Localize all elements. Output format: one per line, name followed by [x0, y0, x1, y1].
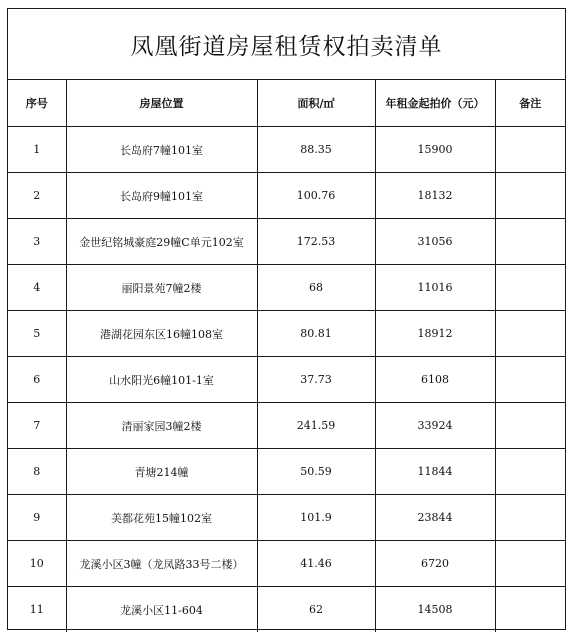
cell-price: 15900: [375, 127, 495, 173]
cell-note: [495, 403, 565, 449]
header-area: 面积/㎡: [257, 80, 375, 127]
cell-note: [495, 357, 565, 403]
cell-price: 18132: [375, 173, 495, 219]
cell-area: 41.46: [257, 541, 375, 587]
table-body: [8, 127, 565, 633]
cell-note: [495, 265, 565, 311]
table-row: [8, 449, 565, 495]
cell-area: 100.76: [257, 173, 375, 219]
cell-location: 山水阳光6幢101-1室: [66, 357, 257, 403]
cell-area: 80.81: [257, 311, 375, 357]
cell-location: 金世纪铭城豪庭29幢C单元102室: [66, 219, 257, 265]
cell-price: 6108: [375, 357, 495, 403]
cell-area: 172.53: [257, 219, 375, 265]
cell-location: 青塘214幢: [66, 449, 257, 495]
table-row: [8, 541, 565, 587]
cell-no: 11: [8, 587, 66, 633]
cell-area: 241.59: [257, 403, 375, 449]
cell-area: 37.73: [257, 357, 375, 403]
table-row: [8, 495, 565, 541]
table-row: [8, 173, 565, 219]
cell-no: 6: [8, 357, 66, 403]
cell-location: 丽阳景苑7幢2楼: [66, 265, 257, 311]
cell-no: 3: [8, 219, 66, 265]
table-row: [8, 265, 565, 311]
cell-location: 长岛府7幢101室: [66, 127, 257, 173]
cell-area: 88.35: [257, 127, 375, 173]
cell-note: [495, 173, 565, 219]
table-row: [8, 311, 565, 357]
cell-price: 11844: [375, 449, 495, 495]
cell-note: [495, 127, 565, 173]
cell-area: 50.59: [257, 449, 375, 495]
table-row: [8, 403, 565, 449]
auction-list-sheet: [7, 8, 566, 630]
cell-note: [495, 587, 565, 633]
cell-note: [495, 495, 565, 541]
cell-note: [495, 219, 565, 265]
cell-no: 9: [8, 495, 66, 541]
cell-price: 33924: [375, 403, 495, 449]
header-note: 备注: [495, 80, 565, 127]
cell-price: 14508: [375, 587, 495, 633]
cell-area: 101.9: [257, 495, 375, 541]
cell-area: 62: [257, 587, 375, 633]
cell-location: 美都花苑15幢102室: [66, 495, 257, 541]
cell-price: 23844: [375, 495, 495, 541]
table-row: [8, 357, 565, 403]
cell-no: 2: [8, 173, 66, 219]
header-location: 房屋位置: [66, 80, 257, 127]
header-price: 年租金起拍价（元）: [375, 80, 495, 127]
cell-no: 8: [8, 449, 66, 495]
cell-no: 1: [8, 127, 66, 173]
cell-area: 68: [257, 265, 375, 311]
header-no: 序号: [8, 80, 66, 127]
cell-location: 龙溪小区3幢（龙凤路33号二楼）: [66, 541, 257, 587]
cell-note: [495, 449, 565, 495]
cell-price: 31056: [375, 219, 495, 265]
cell-no: 5: [8, 311, 66, 357]
cell-location: 港湖花园东区16幢108室: [66, 311, 257, 357]
header-row: [8, 80, 565, 127]
cell-location: 长岛府9幢101室: [66, 173, 257, 219]
table-row: [8, 587, 565, 633]
cell-note: [495, 541, 565, 587]
cell-no: 4: [8, 265, 66, 311]
page-title: 凤凰街道房屋租赁权拍卖清单: [130, 33, 443, 60]
auction-table: [8, 80, 565, 632]
table-row: [8, 127, 565, 173]
cell-price: 18912: [375, 311, 495, 357]
cell-no: 10: [8, 541, 66, 587]
cell-price: 6720: [375, 541, 495, 587]
cell-location: 龙溪小区11-604: [66, 587, 257, 633]
cell-location: 清丽家园3幢2楼: [66, 403, 257, 449]
cell-note: [495, 311, 565, 357]
title-row: [8, 9, 565, 80]
cell-no: 7: [8, 403, 66, 449]
table-row: [8, 219, 565, 265]
cell-price: 11016: [375, 265, 495, 311]
